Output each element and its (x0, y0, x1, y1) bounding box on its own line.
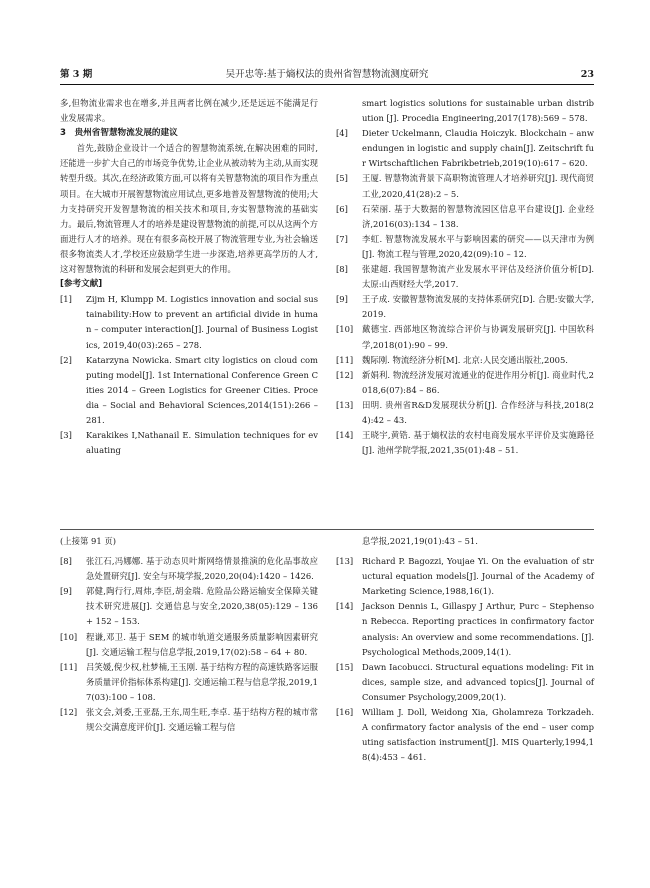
reference-text: 田明. 贵州省R&D发展现状分析[J]. 合作经济与科技,2018(24):42 – 43. (362, 399, 594, 425)
reference-entry (336, 202, 594, 232)
issue-label: 第 3 期 (60, 69, 93, 80)
top-left-column (60, 96, 318, 458)
reference-entry (60, 554, 318, 584)
reference-entry (336, 554, 594, 599)
reference-text: Karakikes I,Nathanail E. Simulation techniques for evaluating (86, 430, 318, 456)
reference-text: 程谦,邓卫. 基于 SEM 的城市轨道交通服务质量影响因素研究[J]. 交通运输工程与信息学报,2019,17(02):58 – 64 + 80. (86, 631, 318, 657)
reference-entry (336, 705, 594, 765)
reference-number: [15] (336, 661, 354, 672)
reference-text: Katarzyna Nowicka. Smart city logistics on cloud computing model[J]. 1st International Conference Green Cities 2014 – Green Logistics for Greener Cities. Procedia – Social and Behavioral Sciences,2014(151):266 – 281. (86, 354, 318, 425)
section-divider (60, 529, 594, 530)
reference-text: Zijm H, Klumpp M. Logistics innovation and social sustainability:How to prevent an artificial divide in human – computer interaction[J]. Journal of Business Logistics, 2019,40(03):265 – 278. (86, 294, 318, 350)
reference-list (336, 126, 594, 458)
reference-entry (60, 584, 318, 629)
reference-number: [14] (336, 601, 354, 612)
reference-text: Dawn Iacobucci. Structural equations modeling: Fit indices, sample size, and advanced topics[J]. Journal of Consumer Psychology,2009,20(1). (362, 661, 594, 702)
reference-text: Dieter Uckelmann, Claudia Hoiczyk. Blockchain – anwendungen in logistic and supply chain[J]. Zeitschrift fur Wirtschaftlichen Fabrikbetrieb,2019(10):617 – 620. (362, 128, 594, 169)
reference-text: William J. Doll, Weidong Xia, Gholamreza Torkzadeh. A confirmatory factor analysis of the end – user computing satisfaction instrument[J]. MIS Quarterly,1994,18(4):453 – 461. (362, 707, 594, 763)
reference-list (336, 554, 594, 765)
page-header (60, 68, 594, 82)
reference-number: [16] (336, 707, 354, 718)
reference-text: 张文会,刘委,王亚磊,王东,周生旺,李卓. 基于结构方程的城市常规公交满意度评价[J]. 交通运输工程与信 (86, 707, 318, 733)
reference-entry (336, 398, 594, 428)
reference-entry (336, 353, 594, 368)
reference-continuation: 息学报,2021,19(01):43 – 51. (362, 536, 478, 546)
reference-number: [1] (60, 294, 72, 305)
bottom-left-column (60, 534, 318, 735)
reference-list (60, 292, 318, 458)
reference-text: 王厦. 智慧物流背景下高职物流管理人才培养研究[J]. 现代商贸工业,2020,41(28):2 – 5. (362, 173, 594, 199)
reference-number: [12] (336, 369, 354, 380)
top-right-column (336, 96, 594, 458)
reference-number: [13] (336, 399, 354, 410)
references-title: [参考文献] (60, 279, 103, 290)
reference-text: 新娟利. 物流经济发展对流通业的促进作用分析[J]. 商业时代,2018,6(07):84 – 86. (362, 369, 594, 395)
reference-entry (60, 353, 318, 428)
reference-entry (336, 232, 594, 262)
reference-number: [9] (336, 294, 348, 305)
reference-number: [7] (336, 233, 348, 244)
body-paragraph: 首先,鼓励企业设计一个适合的智慧物流系统,在解决困难的同时,还能进一步扩大自己的市场竞争优势,让企业从被动转为主动,从而实现转型升级。其次,在经济政策方面,可以将有关智慧物流的项目作为重点项目。在大城市开展智慧物流应用试点,更多地普及智慧物流的使用;大力支持研究开发智慧物流的相关技术和项目,夯实智慧物流的基础实力。最后,物流管理人才的培养是建设智慧物流的前提,可以从这两个方面进行人才的培养。现在有很多高校开展了物流管理专业,为社会输送很多物流类人才,学校还应鼓励学生进一步深造,培养更高学历的人才,这对智慧物流的科研和发展会起到更大的作用。 (60, 143, 318, 275)
reference-entry (336, 171, 594, 201)
intro-paragraph: 多,但物流业需求也在增多,并且两者比例在减少,还是远远不能满足行业发展需求。 (60, 98, 318, 124)
reference-text: 郭健,陶行行,周炜,李臣,胡金瑞. 危险品公路运输安全保障关键技术研究进展[J]. 交通信息与安全,2020,38(05):129 – 136 + 152 – 153. (86, 586, 318, 627)
reference-entry (336, 126, 594, 171)
reference-number: [8] (60, 556, 72, 567)
reference-text: 王子成. 安徽智慧物流发展的支持体系研究[D]. 合肥:安徽大学,2019. (362, 294, 594, 320)
reference-text: Jackson Dennis L, Gillaspy J Arthur, Purc – Stephenson Rebecca. Reporting practices in confirmatory factor analysis: An overview and some recommendations. [J]. Psychological Methods,2009,14(1). (362, 601, 594, 657)
reference-number: [12] (60, 707, 78, 718)
reference-entry (60, 630, 318, 660)
section-heading: 3 贵州省智慧物流发展的建议 (60, 128, 178, 139)
reference-text: 戴德宝. 西部地区物流综合评价与协调发展研究[J]. 中国软科学,2018(01):90 – 99. (362, 324, 594, 350)
reference-entry (336, 428, 594, 458)
reference-entry (336, 262, 594, 292)
reference-text: 石荣丽. 基于大数据的智慧物流园区信息平台建设[J]. 企业经济,2016(03):134 – 138. (362, 203, 594, 229)
reference-number: [9] (60, 586, 72, 597)
reference-entry (60, 292, 318, 352)
reference-number: [8] (336, 264, 348, 275)
reference-text: 吕笑媛,倪少权,杜梦楠,王玉刚. 基于结构方程的高速铁路客运服务质量评价指标体系构建[J]. 交通运输工程与信息学报,2019,17(03):100 – 108. (86, 661, 318, 702)
reference-entry (336, 368, 594, 398)
reference-number: [6] (336, 203, 348, 214)
reference-number: [5] (336, 173, 348, 184)
header-rule (60, 84, 594, 85)
reference-number: [4] (336, 128, 348, 139)
reference-number: [10] (336, 324, 354, 335)
reference-entry (60, 705, 318, 735)
reference-entry (336, 599, 594, 659)
reference-text: Richard P. Bagozzi, Youjae Yi. On the evaluation of structural equation models[J]. Journal of the Academy of Marketing Science,1988,16(1). (362, 556, 594, 597)
reference-entry (60, 428, 318, 458)
reference-number: [10] (60, 631, 78, 642)
reference-text: 张江石,冯娜娜. 基于动态贝叶斯网络情景推演的危化品事故应急处置研究[J]. 安全与环境学报,2020,20(04):1420 – 1426. (86, 556, 318, 582)
reference-entry (60, 660, 318, 705)
reference-continuation: smart logistics solutions for sustainable urban distribution [J]. Procedia Engineering,2017(178):569 – 578. (362, 98, 594, 124)
reference-number: [11] (60, 661, 78, 672)
reference-list (60, 554, 318, 735)
running-title: 吴开忠等:基于熵权法的贵州省智慧物流测度研究 (225, 69, 429, 80)
bottom-right-column (336, 534, 594, 765)
reference-number: [13] (336, 556, 354, 567)
reference-text: 李虹. 智慧物流发展水平与影响因素的研究——以天津市为例[J]. 物流工程与管理,2020,42(09):10 – 12. (362, 233, 594, 259)
reference-entry (336, 292, 594, 322)
reference-entry (336, 660, 594, 705)
reference-text: 王晓宇,黄锆. 基于熵权法的农村电商发展水平评价及实施路径[J]. 池州学院学报,2021,35(01):48 – 51. (362, 430, 594, 456)
reference-number: [14] (336, 430, 354, 441)
reference-entry (336, 322, 594, 352)
reference-text: 魏际刚. 物流经济分析[M]. 北京:人民交通出版社,2005. (362, 354, 568, 365)
reference-number: [2] (60, 354, 72, 365)
reference-number: [11] (336, 354, 354, 365)
reference-text: 张建超. 我国智慧物流产业发展水平评估及经济价值分析[D]. 太原:山西财经大学,2017. (362, 264, 594, 290)
page-number: 23 (580, 69, 594, 80)
continued-from-label: (上接第 91 页) (60, 536, 117, 546)
reference-number: [3] (60, 430, 72, 441)
